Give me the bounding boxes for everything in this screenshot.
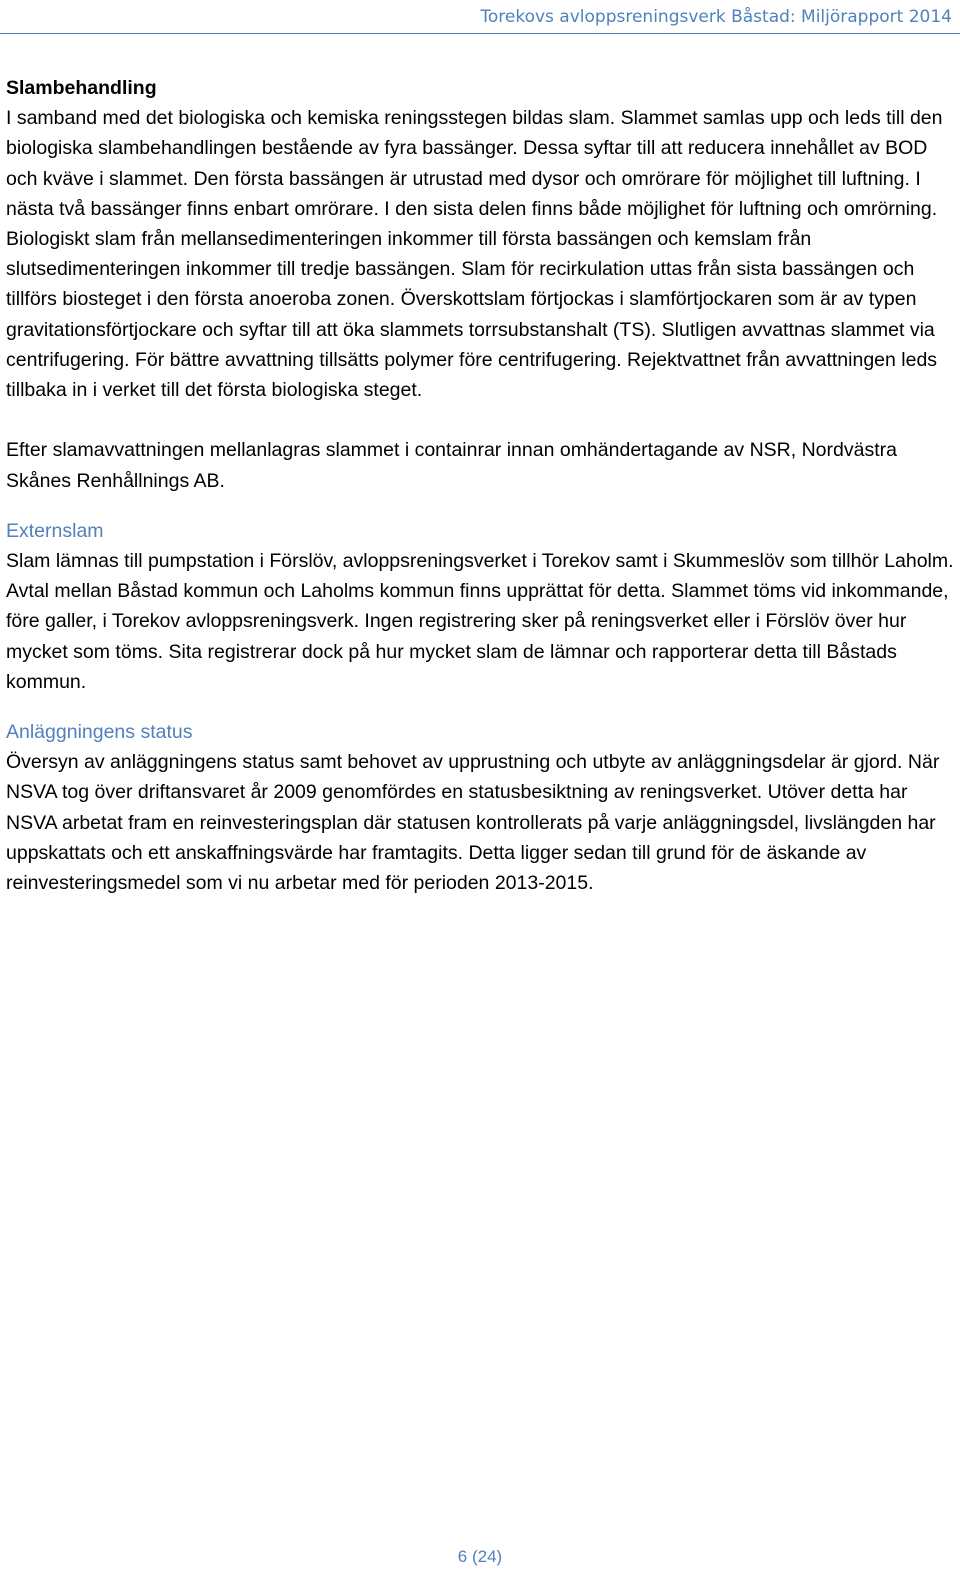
body-paragraph: I samband med det biologiska och kemiska reningsstegen bildas slam. Slammet samlas upp och leds till den biologiska slambehandlingen bestående av fyra bassänger. Dessa syftar till att reducera innehållet av BOD och kväve i slammet. Den första bassängen är utrustad med dysor och omrörare för möjlighet till luftning. I nästa två bassänger finns enbart omrörare. I den sista delen finns både möjlighet för luftning och omrörning. Biologiskt slam från mellansedimenteringen inkommer till första bassängen och kemslam från slutsedimenteringen inkommer till tredje bassängen. Slam för recirkulation uttas från sista bassängen och tillförs biosteget i den första anoeroba zonen. Överskottslam förtjockas i slamförtjockaren som är av typen gravitationsförtjockare och syftar till att öka slammets torrsubstanshalt (TS). Slutligen avvattnas slammet via centrifugering. För bättre avvattning tillsätts polymer före centrifugering. Rejektvattnet från avvattningen leds tillbaka in i verket till det första biologiska steget. — [6, 107, 943, 402]
body-paragraph: Slam lämnas till pumpstation i Förslöv, avloppsreningsverket i Torekov samt i Skummeslöv som tillhör Laholm. Avtal mellan Båstad kommun och Laholms kommun finns upprättat för detta. Slammet töms vid inkommande, före galler, i Torekov avloppsreningsverk. Ingen registrering sker på reningsverket eller i Förslöv över hur mycket som töms. Sita registrerar dock på hur mycket slam de lämnar och rapporterar detta till Båstads kommun. — [6, 550, 954, 693]
section-heading: Externslam — [6, 519, 104, 542]
document-title: Torekovs avloppsreningsverk Båstad: Miljörapport 2014 — [480, 7, 952, 27]
running-header — [0, 6, 960, 28]
body-paragraph: Översyn av anläggningens status samt behovet av upprustning och utbyte av anläggningsdelar är gjord. När NSVA tog över driftansvaret år 2009 genomfördes en statusbesiktning av reningsverket. Utöver detta har NSVA arbetat fram en reinvesteringsplan där statusen kontrollerats på varje anläggningsdel, livslängden har uppskattats och ett anskaffningsvärde har framtagits. Detta ligger sedan till grund för de äskande av reinvesteringsmedel som vi nu arbetar med för perioden 2013-2015. — [6, 751, 940, 895]
section-spacer — [6, 697, 954, 717]
document-body — [6, 73, 954, 898]
section-heading: Slambehandling — [6, 77, 157, 99]
section-externslam — [6, 516, 954, 697]
paragraph-spacer — [6, 405, 954, 435]
section-spacer — [6, 496, 954, 516]
section-slambehandling — [6, 73, 954, 496]
page-number: 6 (24) — [457, 1547, 503, 1566]
body-paragraph: Efter slamavvattningen mellanlagras slammet i containrar innan omhändertagande av NSR, Nordvästra Skånes Renhållnings AB. — [6, 439, 897, 492]
section-anlaggningens-status — [6, 717, 954, 898]
section-heading: Anläggningens status — [6, 721, 193, 744]
header-rule — [0, 33, 960, 34]
